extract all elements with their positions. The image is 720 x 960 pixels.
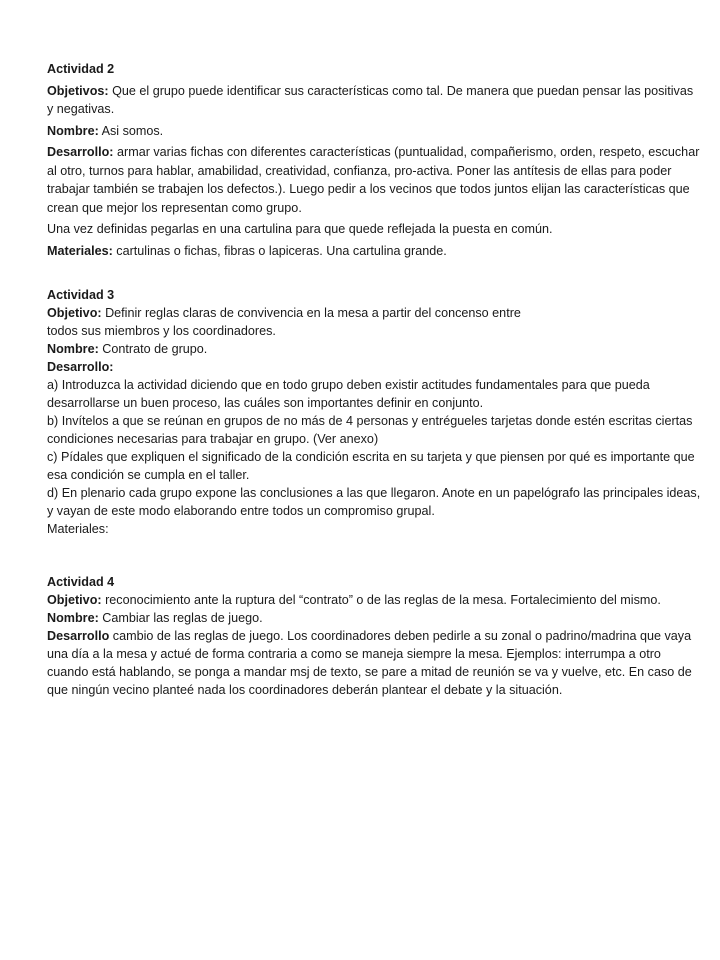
actividad-4-title: Actividad 4 — [47, 575, 115, 589]
actividad-3-item-d: d) En plenario cada grupo expone las conclusiones a las que llegaron. Anote en un papelógrafo las principales ideas, y vayan de este modo elaborando entre todos un compromiso grupal. — [47, 486, 701, 518]
actividad-4-section — [47, 573, 702, 699]
actividad-2-section — [47, 60, 702, 263]
actividad-2-title: Actividad 2 — [47, 62, 115, 76]
actividad-3-desarrollo-label: Desarrollo: — [47, 360, 114, 374]
actividad-3-item-a: a) Introduzca la actividad diciendo que en todo grupo deben existir actitudes fundamentales para que pueda desarrollarse un buen proceso, las cuáles son importantes definir en conjunto. — [47, 378, 650, 410]
actividad-3-item-c: c) Pídales que expliquen el significado de la condición escrita en su tarjeta y que piensen por qué es importante que esa condición se cumpla en el taller. — [47, 450, 695, 482]
actividad-4-objetivo: Objetivo: reconocimiento ante la ruptura del “contrato” o de las reglas de la mesa. Fortalecimiento del mismo. — [47, 593, 661, 607]
actividad-4-desarrollo: Desarrollo cambio de las reglas de juego. Los coordinadores deben pedirle a su zonal o padrino/madrina que vaya una día a la mesa y actué de forma contraria a como se maneja siempre la mesa. Ejemplos: interrumpa a otro cuando está hablando, se ponga a mandar msj de texto, se pare a mitad de reunión se va y vuelve, etc. En caso de que ningún vecino planteé nada los coordinadores deberán plantear el debate y la situación. — [47, 629, 692, 697]
actividad-2-nombre: Nombre: Asi somos. — [47, 123, 164, 138]
actividad-3-objetivo: Objetivo: Definir reglas claras de convivencia en la mesa a partir del concenso entre todos sus miembros y los coordinadores. — [47, 306, 521, 338]
actividad-3-materiales: Materiales: — [47, 522, 109, 536]
actividad-3-item-b: b) Invítelos a que se reúnan en grupos de no más de 4 personas y entrégueles tarjetas donde estén escritas ciertas condiciones necesarias para trabajar en grupo. (Ver anexo) — [47, 414, 693, 446]
actividad-2-objetivos: Objetivos: Que el grupo puede identificar sus características como tal. De manera que puedan pensar las positivas y negativas. — [47, 83, 694, 116]
actividad-3-section — [47, 286, 702, 538]
actividad-2-extra: Una vez definidas pegarlas en una cartulina para que quede reflejada la puesta en común. — [47, 222, 553, 236]
actividad-3-title: Actividad 3 — [47, 288, 115, 302]
actividad-4-nombre: Nombre: Cambiar las reglas de juego. — [47, 611, 263, 625]
actividad-2-desarrollo: Desarrollo: armar varias fichas con diferentes características (puntualidad, compañerismo, orden, respeto, escuchar al otro, turnos para hablar, amabilidad, creatividad, confianza, pro-activa. Poner las antítesis de ellas para poder trabajar también se trabajen los defectos.). Luego pedir a los vecinos que todos juntos elijan las características que crean que mejor los representan como grupo. — [47, 145, 700, 215]
actividad-2-materiales: Materiales: cartulinas o fichas, fibras o lapiceras. Una cartulina grande. — [47, 243, 447, 258]
actividad-3-nombre: Nombre: Contrato de grupo. — [47, 342, 208, 356]
